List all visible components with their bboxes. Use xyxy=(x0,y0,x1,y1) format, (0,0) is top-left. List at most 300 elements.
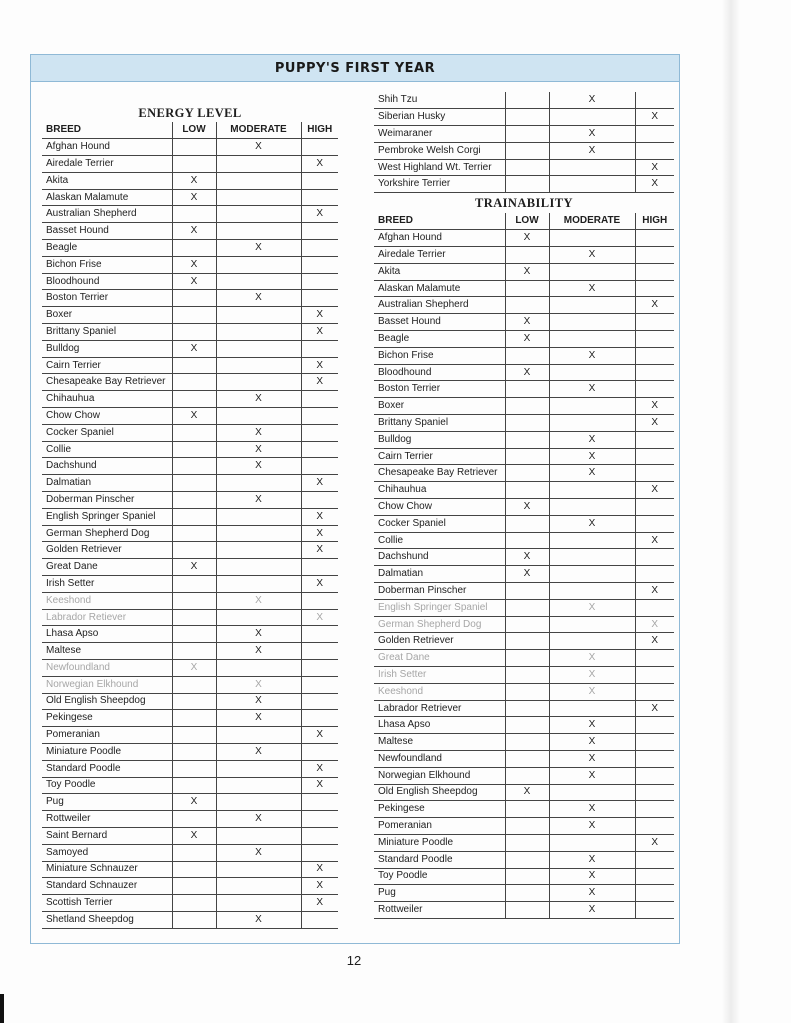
moderate-cell: X xyxy=(549,347,635,364)
high-cell xyxy=(301,391,338,408)
table-row xyxy=(374,700,674,717)
low-cell: X xyxy=(172,794,216,811)
energy-table-body xyxy=(42,139,338,928)
high-cell: X xyxy=(635,415,674,432)
moderate-cell xyxy=(216,508,301,525)
high-cell xyxy=(301,139,338,156)
moderate-cell: X xyxy=(216,290,301,307)
table-row xyxy=(42,206,338,223)
low-cell xyxy=(172,307,216,324)
table-row xyxy=(374,801,674,818)
high-cell xyxy=(301,844,338,861)
low-cell xyxy=(172,811,216,828)
breed-cell: Afghan Hound xyxy=(374,230,505,247)
table-row xyxy=(374,314,674,331)
high-cell xyxy=(635,767,674,784)
low-cell xyxy=(505,700,549,717)
breed-cell: Weimaraner xyxy=(374,126,505,143)
moderate-cell xyxy=(216,861,301,878)
table-row xyxy=(42,374,338,391)
breed-cell: Chihauhua xyxy=(374,482,505,499)
high-cell xyxy=(301,643,338,660)
breed-cell: Newfoundland xyxy=(42,660,172,677)
high-cell xyxy=(635,92,674,109)
moderate-cell: X xyxy=(549,767,635,784)
table-row xyxy=(42,475,338,492)
table-row xyxy=(42,878,338,895)
table-row xyxy=(42,357,338,374)
table-row xyxy=(374,599,674,616)
breed-cell: Cairn Terrier xyxy=(374,448,505,465)
high-cell xyxy=(635,364,674,381)
high-cell: X xyxy=(301,609,338,626)
breed-cell: Rottweiler xyxy=(374,902,505,919)
high-cell: X xyxy=(635,159,674,176)
table-row xyxy=(374,532,674,549)
high-cell: X xyxy=(301,357,338,374)
low-cell xyxy=(172,743,216,760)
breed-cell: Maltese xyxy=(374,734,505,751)
low-cell xyxy=(505,667,549,684)
low-cell xyxy=(172,156,216,173)
table-row xyxy=(374,851,674,868)
high-cell: X xyxy=(301,760,338,777)
scan-edge-mark xyxy=(0,994,4,1023)
table-row xyxy=(42,189,338,206)
moderate-cell: X xyxy=(549,902,635,919)
moderate-cell xyxy=(549,549,635,566)
table-row xyxy=(374,263,674,280)
low-cell xyxy=(172,727,216,744)
table-row xyxy=(374,566,674,583)
low-cell xyxy=(505,381,549,398)
table-row xyxy=(42,340,338,357)
high-cell: X xyxy=(635,109,674,126)
low-cell xyxy=(505,616,549,633)
breed-cell: Miniature Poodle xyxy=(42,743,172,760)
moderate-cell: X xyxy=(216,441,301,458)
low-cell: X xyxy=(505,784,549,801)
high-cell: X xyxy=(301,895,338,912)
high-cell: X xyxy=(301,861,338,878)
moderate-cell xyxy=(549,415,635,432)
high-cell: X xyxy=(635,398,674,415)
high-cell xyxy=(301,693,338,710)
breed-cell: Rottweiler xyxy=(42,811,172,828)
table-row xyxy=(42,660,338,677)
low-cell xyxy=(172,861,216,878)
table-row xyxy=(374,902,674,919)
low-cell xyxy=(172,139,216,156)
high-cell xyxy=(635,717,674,734)
breed-cell: Pomeranian xyxy=(374,818,505,835)
table-row xyxy=(42,290,338,307)
moderate-cell xyxy=(216,357,301,374)
moderate-cell xyxy=(549,566,635,583)
breed-cell: Labrador Retriever xyxy=(374,700,505,717)
low-cell xyxy=(505,448,549,465)
moderate-cell: X xyxy=(549,683,635,700)
low-cell xyxy=(172,609,216,626)
breed-cell: Doberman Pinscher xyxy=(374,583,505,600)
low-cell xyxy=(505,109,549,126)
breed-cell: Pekingese xyxy=(374,801,505,818)
table-row xyxy=(42,508,338,525)
trainability-title: TRAINABILITY xyxy=(475,196,573,210)
high-cell xyxy=(635,448,674,465)
moderate-cell: X xyxy=(216,643,301,660)
breed-cell: Great Dane xyxy=(42,559,172,576)
moderate-cell: X xyxy=(549,247,635,264)
low-cell: X xyxy=(172,408,216,425)
table-row xyxy=(374,297,674,314)
table-row xyxy=(374,415,674,432)
high-cell xyxy=(301,626,338,643)
low-column-header: LOW xyxy=(172,122,216,139)
moderate-cell: X xyxy=(549,280,635,297)
breed-cell: Collie xyxy=(42,441,172,458)
energy-level-table-continued xyxy=(374,92,674,193)
moderate-cell xyxy=(216,340,301,357)
moderate-cell xyxy=(216,609,301,626)
table-row xyxy=(374,549,674,566)
table-row xyxy=(42,626,338,643)
low-cell xyxy=(505,159,549,176)
breed-cell: Alaskan Malamute xyxy=(374,280,505,297)
table-row xyxy=(374,499,674,516)
table-row xyxy=(42,794,338,811)
low-cell: X xyxy=(505,331,549,348)
breed-cell: Chesapeake Bay Retriever xyxy=(42,374,172,391)
high-cell xyxy=(635,650,674,667)
table-row xyxy=(42,811,338,828)
moderate-cell: X xyxy=(549,717,635,734)
table-row xyxy=(374,176,674,193)
high-cell: X xyxy=(301,878,338,895)
table-row xyxy=(42,408,338,425)
low-cell xyxy=(505,650,549,667)
breed-cell: Cairn Terrier xyxy=(42,357,172,374)
low-cell xyxy=(172,592,216,609)
breed-cell: Old English Sheepdog xyxy=(374,784,505,801)
moderate-cell: X xyxy=(549,142,635,159)
moderate-cell xyxy=(549,784,635,801)
table-row xyxy=(42,391,338,408)
moderate-cell: X xyxy=(216,710,301,727)
high-cell xyxy=(635,515,674,532)
table-row xyxy=(42,307,338,324)
moderate-cell xyxy=(216,307,301,324)
moderate-cell xyxy=(216,760,301,777)
moderate-cell: X xyxy=(549,431,635,448)
moderate-cell: X xyxy=(216,492,301,509)
low-cell xyxy=(172,240,216,257)
breed-cell: Newfoundland xyxy=(374,751,505,768)
table-row xyxy=(42,139,338,156)
moderate-cell: X xyxy=(549,801,635,818)
high-cell xyxy=(301,458,338,475)
table-row xyxy=(374,650,674,667)
table-row xyxy=(374,142,674,159)
breed-cell: Siberian Husky xyxy=(374,109,505,126)
low-cell xyxy=(172,542,216,559)
low-cell: X xyxy=(505,566,549,583)
page-number: 12 xyxy=(346,953,362,968)
moderate-cell xyxy=(549,583,635,600)
low-cell xyxy=(172,576,216,593)
low-cell xyxy=(172,693,216,710)
high-cell xyxy=(301,592,338,609)
high-cell xyxy=(635,566,674,583)
high-cell xyxy=(301,172,338,189)
breed-cell: Airedale Terrier xyxy=(374,247,505,264)
moderate-cell: X xyxy=(549,448,635,465)
moderate-cell xyxy=(216,223,301,240)
high-cell xyxy=(301,827,338,844)
moderate-cell xyxy=(216,273,301,290)
high-cell xyxy=(635,331,674,348)
table-row xyxy=(42,643,338,660)
low-cell xyxy=(172,475,216,492)
table-row xyxy=(42,256,338,273)
breed-cell: Boston Terrier xyxy=(374,381,505,398)
moderate-cell: X xyxy=(549,751,635,768)
moderate-cell: X xyxy=(549,92,635,109)
breed-cell: Australian Shepherd xyxy=(42,206,172,223)
moderate-cell xyxy=(549,398,635,415)
high-cell xyxy=(635,549,674,566)
high-cell xyxy=(635,801,674,818)
moderate-column-header: MODERATE xyxy=(549,213,635,230)
page-header xyxy=(30,54,680,82)
moderate-cell xyxy=(549,109,635,126)
breed-cell: English Springer Spaniel xyxy=(374,599,505,616)
low-cell xyxy=(172,878,216,895)
breed-cell: Alaskan Malamute xyxy=(42,189,172,206)
high-cell xyxy=(635,263,674,280)
breed-cell: Boxer xyxy=(42,307,172,324)
breed-cell: Samoyed xyxy=(42,844,172,861)
breed-cell: Miniature Schnauzer xyxy=(42,861,172,878)
low-cell xyxy=(505,247,549,264)
breed-cell: German Shepherd Dog xyxy=(374,616,505,633)
breed-cell: Shetland Sheepdog xyxy=(42,911,172,928)
breed-cell: Dachshund xyxy=(374,549,505,566)
high-cell xyxy=(301,811,338,828)
low-cell xyxy=(172,290,216,307)
high-cell: X xyxy=(301,206,338,223)
moderate-cell: X xyxy=(216,592,301,609)
breed-cell: Bichon Frise xyxy=(42,256,172,273)
breed-cell: Brittany Spaniel xyxy=(42,324,172,341)
low-cell xyxy=(172,391,216,408)
high-column-header: HIGH xyxy=(635,213,674,230)
low-cell xyxy=(505,801,549,818)
low-cell xyxy=(505,885,549,902)
energy-level-table xyxy=(42,122,338,929)
table-row xyxy=(374,92,674,109)
low-cell: X xyxy=(172,172,216,189)
high-cell xyxy=(301,290,338,307)
high-cell: X xyxy=(635,176,674,193)
breed-cell: Miniature Poodle xyxy=(374,834,505,851)
breed-cell: Great Dane xyxy=(374,650,505,667)
table-row xyxy=(374,331,674,348)
table-row xyxy=(374,280,674,297)
breed-cell: English Springer Spaniel xyxy=(42,508,172,525)
table-row xyxy=(42,727,338,744)
table-row xyxy=(374,616,674,633)
table-row xyxy=(42,223,338,240)
low-cell xyxy=(505,398,549,415)
table-row xyxy=(42,492,338,509)
low-cell: X xyxy=(172,660,216,677)
low-cell: X xyxy=(172,189,216,206)
high-cell xyxy=(301,794,338,811)
high-cell xyxy=(301,424,338,441)
moderate-cell xyxy=(549,297,635,314)
moderate-cell xyxy=(216,324,301,341)
low-cell xyxy=(172,777,216,794)
breed-cell: Standard Schnauzer xyxy=(42,878,172,895)
table-row xyxy=(42,424,338,441)
high-cell xyxy=(635,599,674,616)
moderate-cell: X xyxy=(549,381,635,398)
breed-cell: Lhasa Apso xyxy=(374,717,505,734)
low-cell xyxy=(505,717,549,734)
high-cell xyxy=(301,408,338,425)
breed-cell: Bulldog xyxy=(374,431,505,448)
high-cell xyxy=(301,223,338,240)
low-cell xyxy=(172,911,216,928)
table-row xyxy=(42,827,338,844)
breed-cell: Cocker Spaniel xyxy=(374,515,505,532)
moderate-cell xyxy=(549,331,635,348)
table-row xyxy=(42,777,338,794)
moderate-cell xyxy=(216,559,301,576)
low-cell xyxy=(505,92,549,109)
low-column-header: LOW xyxy=(505,213,549,230)
low-cell: X xyxy=(172,256,216,273)
moderate-cell: X xyxy=(216,139,301,156)
high-cell xyxy=(635,784,674,801)
table-row xyxy=(374,868,674,885)
low-cell xyxy=(505,280,549,297)
high-cell xyxy=(635,126,674,143)
low-cell: X xyxy=(505,263,549,280)
high-cell xyxy=(301,441,338,458)
breed-cell: Standard Poodle xyxy=(374,851,505,868)
table-row xyxy=(374,398,674,415)
low-cell: X xyxy=(505,230,549,247)
breed-cell: Boxer xyxy=(374,398,505,415)
table-row xyxy=(42,592,338,609)
high-cell xyxy=(635,885,674,902)
breed-cell: Saint Bernard xyxy=(42,827,172,844)
moderate-cell: X xyxy=(216,458,301,475)
low-cell xyxy=(505,297,549,314)
table-row xyxy=(374,767,674,784)
low-cell xyxy=(505,126,549,143)
high-cell: X xyxy=(635,700,674,717)
moderate-cell: X xyxy=(549,515,635,532)
moderate-cell xyxy=(216,206,301,223)
moderate-cell xyxy=(549,176,635,193)
energy-level-title: ENERGY LEVEL xyxy=(138,106,242,120)
low-cell xyxy=(172,895,216,912)
moderate-cell: X xyxy=(549,734,635,751)
scan-shadow xyxy=(722,0,740,1023)
breed-cell: Airedale Terrier xyxy=(42,156,172,173)
trainability-table xyxy=(374,213,674,919)
moderate-cell xyxy=(216,777,301,794)
low-cell xyxy=(172,492,216,509)
breed-cell: Norwegian Elkhound xyxy=(42,676,172,693)
breed-cell: Labrador Retiever xyxy=(42,609,172,626)
high-cell: X xyxy=(301,324,338,341)
moderate-cell xyxy=(216,156,301,173)
table-row xyxy=(374,159,674,176)
breed-cell: Pug xyxy=(374,885,505,902)
breed-cell: Chihauhua xyxy=(42,391,172,408)
table-row xyxy=(42,693,338,710)
table-row xyxy=(42,240,338,257)
table-row xyxy=(42,710,338,727)
breed-cell: Yorkshire Terrier xyxy=(374,176,505,193)
breed-cell: Akita xyxy=(374,263,505,280)
table-row xyxy=(42,609,338,626)
low-cell xyxy=(505,902,549,919)
breed-cell: Beagle xyxy=(42,240,172,257)
table-row xyxy=(374,515,674,532)
high-cell: X xyxy=(635,834,674,851)
moderate-cell xyxy=(549,499,635,516)
trainability-header-row xyxy=(374,213,674,230)
high-cell xyxy=(635,868,674,885)
moderate-cell: X xyxy=(549,667,635,684)
moderate-cell xyxy=(216,408,301,425)
low-cell xyxy=(505,176,549,193)
table-row xyxy=(374,751,674,768)
low-cell: X xyxy=(172,827,216,844)
breed-cell: Pug xyxy=(42,794,172,811)
energy-header-row xyxy=(42,122,338,139)
breed-cell: Australian Shepherd xyxy=(374,297,505,314)
low-cell xyxy=(172,508,216,525)
table-row xyxy=(374,364,674,381)
low-cell xyxy=(505,515,549,532)
breed-cell: Boston Terrier xyxy=(42,290,172,307)
low-cell xyxy=(172,643,216,660)
high-cell: X xyxy=(301,508,338,525)
high-cell xyxy=(301,273,338,290)
moderate-cell xyxy=(549,633,635,650)
page-title: PUPPY'S FIRST YEAR xyxy=(274,60,436,76)
low-cell: X xyxy=(505,499,549,516)
high-cell: X xyxy=(635,482,674,499)
breed-cell: Irish Setter xyxy=(42,576,172,593)
low-cell xyxy=(172,676,216,693)
moderate-cell: X xyxy=(549,650,635,667)
high-cell xyxy=(635,314,674,331)
low-cell xyxy=(505,532,549,549)
moderate-cell: X xyxy=(216,424,301,441)
breed-cell: Toy Poodle xyxy=(374,868,505,885)
breed-cell: Chow Chow xyxy=(374,499,505,516)
breed-cell: Basset Hound xyxy=(374,314,505,331)
high-cell xyxy=(635,247,674,264)
table-row xyxy=(42,576,338,593)
